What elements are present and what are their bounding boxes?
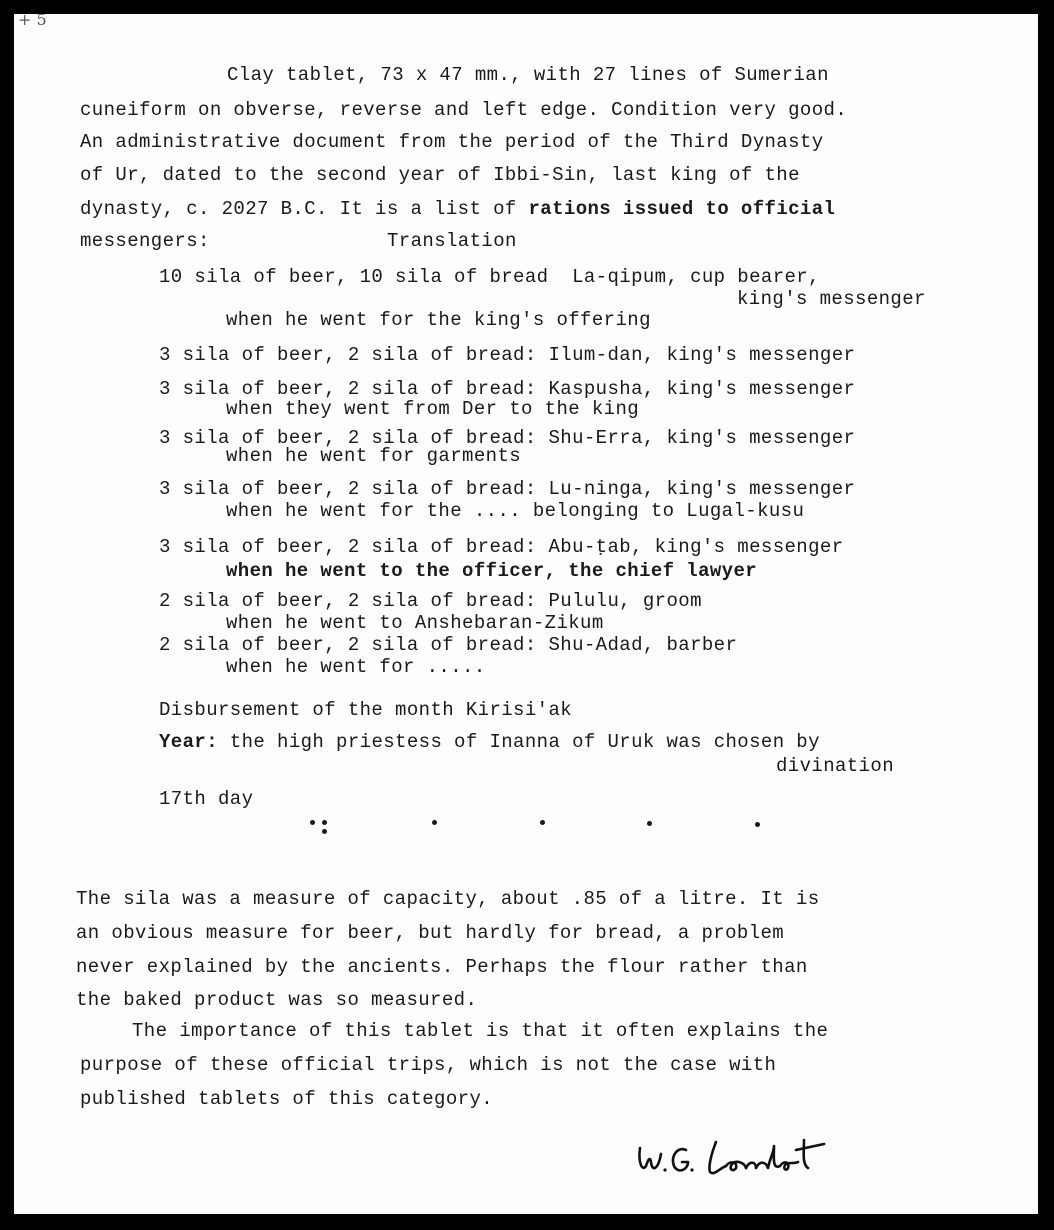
- entry-3-line: 3 sila of beer, 2 sila of bread: Kaspusha, king's messenger: [159, 378, 856, 400]
- entry-7-line: 2 sila of beer, 2 sila of bread: Pululu, groom: [159, 590, 702, 612]
- intro-line-5: [80, 198, 835, 220]
- intro-line-2: cuneiform on obverse, reverse and left edge. Condition very good.: [80, 99, 848, 121]
- separator-dot: [755, 822, 760, 827]
- note-p2-line-2: purpose of these official trips, which is not the case with: [80, 1054, 777, 1076]
- separator-dot: [540, 820, 545, 825]
- day-line: 17th day: [159, 788, 254, 810]
- entry-3-sub: when they went from Der to the king: [226, 398, 640, 420]
- entry-1-line-b: king's messenger: [737, 288, 926, 310]
- separator-dot: [322, 829, 327, 834]
- intro-line-4: of Ur, dated to the second year of Ibbi-Sin, last king of the: [80, 164, 800, 186]
- document-page: [14, 14, 1038, 1214]
- entry-5-line: 3 sila of beer, 2 sila of bread: Lu-ninga, king's messenger: [159, 478, 856, 500]
- entry-5-sub: when he went for the .... belonging to Lugal-kusu: [226, 500, 805, 522]
- corner-mark: + 5: [18, 14, 47, 29]
- note-p1-line-3: never explained by the ancients. Perhaps the flour rather than: [76, 956, 808, 978]
- entry-7-sub: when he went to Anshebaran-Zikum: [226, 612, 604, 634]
- separator-dot: [322, 820, 327, 825]
- year-line: [159, 731, 820, 753]
- entry-6-line: 3 sila of beer, 2 sila of bread: Abu-ṭab, king's messenger: [159, 536, 844, 558]
- handwritten-signature: [634, 1132, 834, 1182]
- entry-8-sub: when he went for .....: [226, 656, 486, 678]
- intro-line-1: Clay tablet, 73 x 47 mm., with 27 lines of Sumerian: [227, 64, 829, 86]
- entry-4-line: 3 sila of beer, 2 sila of bread: Shu-Erra, king's messenger: [159, 427, 856, 449]
- disbursement-line: Disbursement of the month Kirisi'ak: [159, 699, 573, 721]
- entry-1-sub: when he went for the king's offering: [226, 309, 651, 331]
- year-text: the high priestess of Inanna of Uruk was chosen by: [218, 731, 820, 753]
- note-p2-line-1: The importance of this tablet is that it often explains the: [132, 1020, 829, 1042]
- entry-6-sub: when he went to the officer, the chief lawyer: [226, 560, 758, 582]
- year-continuation: divination: [776, 755, 895, 777]
- note-p2-line-3: published tablets of this category.: [80, 1088, 494, 1110]
- intro-line-5-a: dynasty, c. 2027 B.C. It is a list of: [80, 198, 529, 220]
- entry-8-line: 2 sila of beer, 2 sila of bread: Shu-Adad, barber: [159, 634, 738, 656]
- note-p1-line-2: an obvious measure for beer, but hardly for bread, a problem: [76, 922, 785, 944]
- separator-dot: [432, 820, 437, 825]
- intro-line-6a: messengers:: [80, 230, 210, 252]
- intro-line-5-b: rations issued to official: [528, 198, 836, 220]
- note-p1-line-4: the baked product was so measured.: [76, 989, 478, 1011]
- entry-2-line: 3 sila of beer, 2 sila of bread: Ilum-dan, king's messenger: [159, 344, 856, 366]
- year-label: Year:: [159, 731, 219, 753]
- separator-dot: [310, 820, 315, 825]
- entry-4-sub: when he went for garments: [226, 445, 522, 467]
- entry-1-line: 10 sila of beer, 10 sila of bread La-qipum, cup bearer,: [159, 266, 820, 288]
- intro-line-3: An administrative document from the period of the Third Dynasty: [80, 131, 824, 153]
- translation-heading: Translation: [387, 230, 517, 252]
- separator-dot: [647, 821, 652, 826]
- note-p1-line-1: The sila was a measure of capacity, about .85 of a litre. It is: [76, 888, 820, 910]
